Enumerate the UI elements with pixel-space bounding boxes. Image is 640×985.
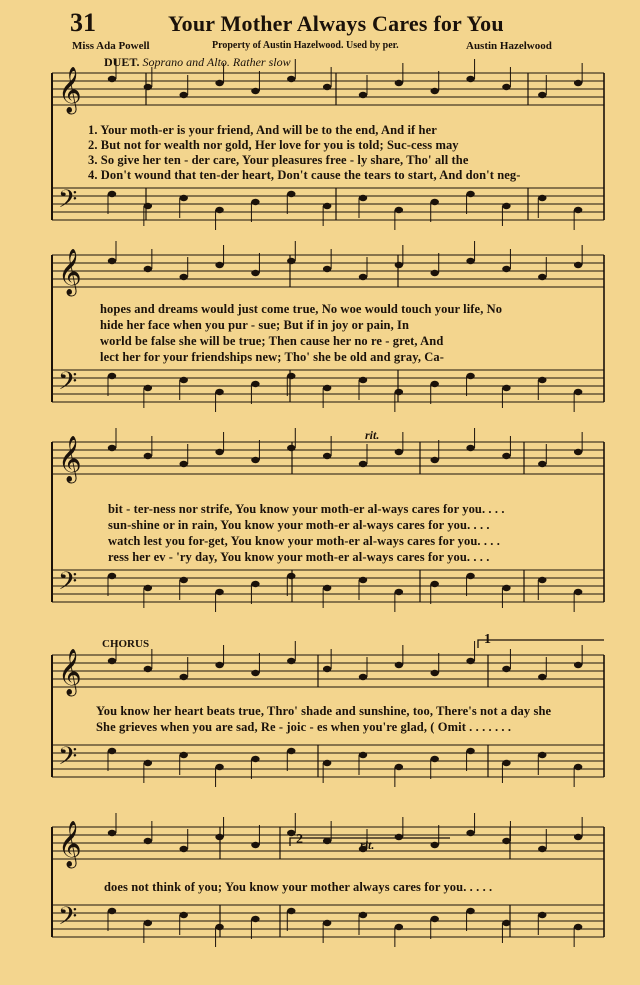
note-head-icon	[323, 385, 331, 391]
note-head-icon	[431, 381, 439, 387]
hymn-number: 31	[70, 8, 96, 37]
treble-clef-icon: 𝄞	[58, 821, 82, 867]
note-head-icon	[431, 581, 439, 587]
note-head-icon	[431, 670, 439, 676]
lyric-line: world be false she will be true; Then cause her no re - gret, And	[100, 334, 444, 348]
note-head-icon	[215, 389, 223, 395]
chorus-label: CHORUS	[102, 638, 150, 650]
note-head-icon	[251, 842, 259, 848]
note-head-icon	[466, 748, 474, 754]
note-head-icon	[359, 274, 367, 280]
note-head-icon	[215, 834, 223, 840]
bass-clef-icon: 𝄢	[58, 902, 78, 937]
note-head-icon	[144, 203, 152, 209]
note-head-icon	[108, 258, 116, 264]
note-head-icon	[108, 76, 116, 82]
note-head-icon	[287, 258, 295, 264]
note-head-icon	[180, 377, 188, 383]
note-head-icon	[574, 834, 582, 840]
note-head-icon	[180, 92, 188, 98]
note-head-icon	[144, 84, 152, 90]
note-head-icon	[323, 838, 331, 844]
page-header	[0, 8, 640, 42]
treble-clef-icon: 𝄞	[58, 649, 82, 695]
note-head-icon	[574, 924, 582, 930]
lyric-line: sun-shine or in rain, You know your moth-er al-ways cares for you. . . .	[108, 518, 490, 532]
note-head-icon	[574, 662, 582, 668]
note-head-icon	[144, 266, 152, 272]
note-head-icon	[502, 666, 510, 672]
note-head-icon	[538, 846, 546, 852]
note-head-icon	[538, 377, 546, 383]
lyric-line: lect her for your friendships new; Tho' she be old and gray, Ca-	[100, 350, 445, 364]
treble-clef-icon: 𝄞	[58, 436, 82, 482]
bass-clef-icon: 𝄢	[58, 367, 78, 402]
note-head-icon	[395, 834, 403, 840]
note-head-icon	[502, 385, 510, 391]
note-head-icon	[466, 445, 474, 451]
note-head-icon	[502, 266, 510, 272]
note-head-icon	[251, 756, 259, 762]
note-head-icon	[466, 908, 474, 914]
note-head-icon	[108, 573, 116, 579]
note-head-icon	[215, 449, 223, 455]
note-head-icon	[144, 838, 152, 844]
note-head-icon	[395, 662, 403, 668]
lyric-line: 1. Your moth-er is your friend, And will be to the end, And if her	[88, 123, 437, 137]
lyric-line: ress her ev - 'ry day, You know your moth-er al-ways cares for you. . . .	[108, 550, 490, 564]
note-head-icon	[144, 453, 152, 459]
lyric-line: hide her face when you pur - sue; But if in joy or pain, In	[100, 318, 410, 332]
note-head-icon	[287, 373, 295, 379]
note-head-icon	[323, 203, 331, 209]
note-head-icon	[502, 838, 510, 844]
treble-clef-icon: 𝄞	[58, 249, 82, 295]
note-head-icon	[323, 666, 331, 672]
note-head-icon	[466, 191, 474, 197]
first-ending-bracket	[478, 640, 604, 648]
note-head-icon	[180, 461, 188, 467]
note-head-icon	[395, 389, 403, 395]
note-head-icon	[108, 830, 116, 836]
lyric-line: does not think of you; You know your mother always cares for you. . . . .	[104, 880, 493, 894]
note-head-icon	[395, 449, 403, 455]
note-head-icon	[466, 573, 474, 579]
note-head-icon	[538, 577, 546, 583]
words-credit: Miss Ada Powell	[72, 40, 150, 52]
note-head-icon	[323, 585, 331, 591]
note-head-icon	[180, 752, 188, 758]
note-head-icon	[538, 752, 546, 758]
note-head-icon	[251, 457, 259, 463]
hymn-title: Your Mother Always Cares for You	[168, 11, 504, 36]
first-ending-number: 1	[484, 632, 491, 647]
note-head-icon	[359, 377, 367, 383]
note-head-icon	[431, 457, 439, 463]
lyric-line: 2. But not for wealth nor gold, Her love for you is told; Suc-cess may	[88, 138, 459, 152]
note-head-icon	[574, 207, 582, 213]
note-head-icon	[466, 76, 474, 82]
note-head-icon	[538, 912, 546, 918]
note-head-icon	[251, 88, 259, 94]
note-head-icon	[323, 84, 331, 90]
note-head-icon	[251, 199, 259, 205]
treble-clef-icon: 𝄞	[58, 67, 82, 113]
note-head-icon	[538, 274, 546, 280]
note-head-icon	[574, 262, 582, 268]
note-head-icon	[359, 577, 367, 583]
lyric-line: 4. Don't wound that ten-der heart, Don't cause the tears to start, And don't neg-	[88, 168, 521, 182]
tempo-direction: Soprano and Alto. Rather slow	[142, 55, 291, 69]
note-head-icon	[466, 830, 474, 836]
note-head-icon	[144, 666, 152, 672]
note-head-icon	[180, 274, 188, 280]
note-head-icon	[395, 764, 403, 770]
note-head-icon	[108, 191, 116, 197]
note-head-icon	[215, 80, 223, 86]
note-head-icon	[287, 445, 295, 451]
note-head-icon	[108, 748, 116, 754]
note-head-icon	[395, 262, 403, 268]
note-head-icon	[180, 912, 188, 918]
note-head-icon	[215, 262, 223, 268]
note-head-icon	[251, 381, 259, 387]
note-head-icon	[144, 760, 152, 766]
note-head-icon	[108, 658, 116, 664]
note-head-icon	[502, 453, 510, 459]
note-head-icon	[108, 445, 116, 451]
note-head-icon	[574, 764, 582, 770]
bass-clef-icon: 𝄢	[58, 567, 78, 602]
bass-clef-icon: 𝄢	[58, 185, 78, 220]
lyric-line: bit - ter-ness nor strife, You know your moth-er al-ways cares for you. . . .	[108, 502, 505, 516]
note-head-icon	[395, 589, 403, 595]
note-head-icon	[431, 916, 439, 922]
note-head-icon	[431, 842, 439, 848]
note-head-icon	[215, 924, 223, 930]
note-head-icon	[180, 846, 188, 852]
lyric-line: You know her heart beats true, Thro' shade and sunshine, too, There's not a day she	[96, 704, 552, 718]
note-head-icon	[502, 585, 510, 591]
second-ending-number: 2	[296, 832, 303, 847]
note-head-icon	[287, 748, 295, 754]
ritardando-mark: rit.	[360, 838, 375, 852]
note-head-icon	[538, 674, 546, 680]
note-head-icon	[359, 92, 367, 98]
property-note: Property of Austin Hazelwood. Used by per.	[212, 40, 399, 51]
note-head-icon	[574, 589, 582, 595]
note-head-icon	[431, 270, 439, 276]
note-head-icon	[144, 585, 152, 591]
note-head-icon	[502, 920, 510, 926]
ritardando-mark: rit.	[365, 428, 380, 442]
lyric-line: 3. So give her ten - der care, Your pleasures free - ly share, Tho' all the	[88, 153, 469, 167]
note-head-icon	[538, 461, 546, 467]
note-head-icon	[215, 589, 223, 595]
note-head-icon	[574, 449, 582, 455]
note-head-icon	[538, 195, 546, 201]
note-head-icon	[431, 88, 439, 94]
credits-line	[0, 40, 640, 56]
note-head-icon	[251, 916, 259, 922]
note-head-icon	[144, 920, 152, 926]
bass-clef-icon: 𝄢	[58, 742, 78, 777]
note-head-icon	[180, 674, 188, 680]
note-head-icon	[287, 908, 295, 914]
note-head-icon	[359, 752, 367, 758]
note-head-icon	[287, 76, 295, 82]
lyric-line: watch lest you for-get, You know your moth-er al-ways cares for you. . . .	[108, 534, 500, 548]
note-head-icon	[323, 920, 331, 926]
note-head-icon	[359, 461, 367, 467]
note-head-icon	[215, 764, 223, 770]
note-head-icon	[466, 373, 474, 379]
music-credit: Austin Hazelwood	[466, 40, 552, 52]
note-head-icon	[431, 199, 439, 205]
lyric-line: She grieves when you are sad, Re - joic - es when you're glad, ( Omit . . . . . . .	[96, 720, 512, 734]
note-head-icon	[538, 92, 546, 98]
note-head-icon	[287, 830, 295, 836]
note-head-icon	[574, 80, 582, 86]
note-head-icon	[502, 84, 510, 90]
tempo-marking	[104, 55, 291, 70]
note-head-icon	[108, 373, 116, 379]
note-head-icon	[359, 195, 367, 201]
note-head-icon	[215, 207, 223, 213]
note-head-icon	[287, 573, 295, 579]
lyric-line: hopes and dreams would just come true, No woe would touch your life, No	[100, 302, 503, 316]
note-head-icon	[502, 203, 510, 209]
note-head-icon	[180, 195, 188, 201]
voicing-label: DUET.	[104, 55, 140, 69]
note-head-icon	[395, 80, 403, 86]
note-head-icon	[359, 674, 367, 680]
note-head-icon	[395, 924, 403, 930]
note-head-icon	[144, 385, 152, 391]
note-head-icon	[323, 266, 331, 272]
note-head-icon	[287, 658, 295, 664]
note-head-icon	[574, 389, 582, 395]
note-head-icon	[323, 760, 331, 766]
note-head-icon	[323, 453, 331, 459]
note-head-icon	[287, 191, 295, 197]
note-head-icon	[251, 581, 259, 587]
note-head-icon	[359, 912, 367, 918]
note-head-icon	[502, 760, 510, 766]
note-head-icon	[466, 258, 474, 264]
note-head-icon	[215, 662, 223, 668]
note-head-icon	[395, 207, 403, 213]
note-head-icon	[251, 270, 259, 276]
note-head-icon	[431, 756, 439, 762]
note-head-icon	[108, 908, 116, 914]
note-head-icon	[251, 670, 259, 676]
note-head-icon	[180, 577, 188, 583]
note-head-icon	[466, 658, 474, 664]
